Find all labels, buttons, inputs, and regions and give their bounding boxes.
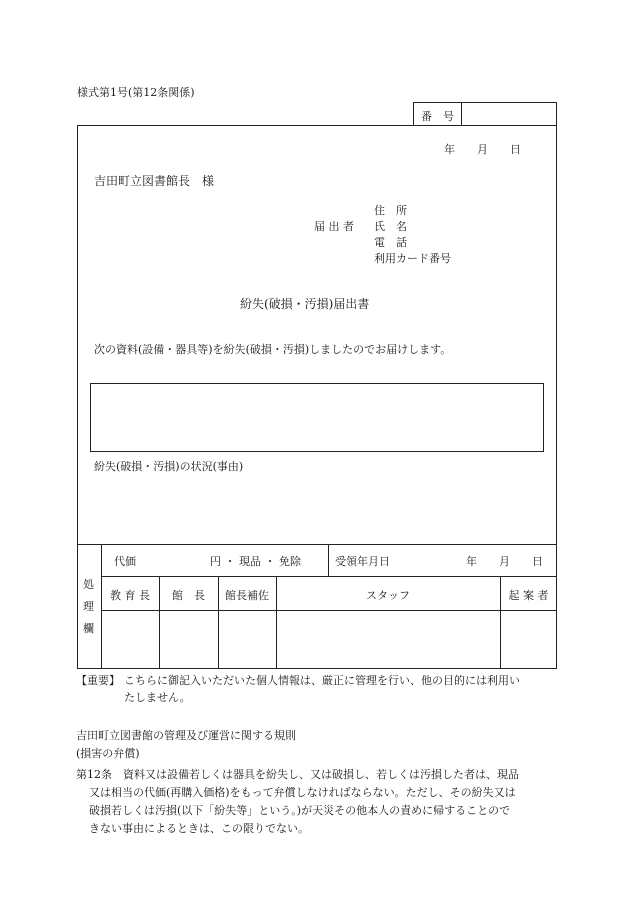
rule-line2: 又は相当の代価(再購入価格)をもって弁償しなければならない。ただし、その紛失又は <box>89 786 516 799</box>
rule-line1: 第12条 資料又は設備若しくは器具を紛失し、又は破損し、若しくは汚損した者は、現品 <box>76 768 519 781</box>
notice-tag: 【重要】 <box>76 674 120 687</box>
payment-options: 円 ・ 現品 ・ 免除 <box>210 555 301 568</box>
form-number: 様式第1号(第12条関係) <box>77 86 195 99</box>
field-phone: 電 話 <box>374 236 407 249</box>
field-address: 住 所 <box>374 204 407 217</box>
received-label: 受領年月日 <box>335 555 390 568</box>
field-name: 氏 名 <box>374 220 407 233</box>
processing-side-label: 処 理 欄 <box>83 578 94 635</box>
col-assistant-director: 館長補佐 <box>225 589 269 602</box>
situation-label: 紛失(破損・汚損)の状況(事由) <box>94 460 244 473</box>
col-staff: スタッフ <box>366 589 410 602</box>
date-line: 年 月 日 <box>444 143 521 156</box>
item-input-box[interactable] <box>90 383 544 452</box>
rule-line3: 破損若しくは汚損(以下「紛失等」という。)が天災その他本人の責めに帰することので <box>89 804 511 817</box>
payment-label: 代価 <box>114 555 136 568</box>
col-drafter: 起 案 者 <box>508 589 549 602</box>
submitter-label: 届 出 者 <box>314 220 354 233</box>
rule-title: 吉田町立図書館の管理及び運営に関する規則 <box>76 729 296 742</box>
notice-line2: たしません。 <box>124 691 191 704</box>
rule-line4: きない事由によるときは、この限りでない。 <box>89 822 309 835</box>
form-title: 紛失(破損・汚損)届出書 <box>240 297 370 311</box>
received-date: 年 月 日 <box>466 555 543 568</box>
rule-subtitle: (損害の弁償) <box>76 747 140 760</box>
col-superintendent: 教 育 長 <box>110 589 150 602</box>
col-director: 館 長 <box>172 589 205 602</box>
bango-label: 番 号 <box>421 110 454 123</box>
addressee: 吉田町立図書館長 様 <box>94 174 215 188</box>
statement: 次の資料(設備・器具等)を紛失(破損・汚損)しましたのでお届けします。 <box>94 343 452 356</box>
notice-line1: こちらに御記入いただいた個人情報は、厳正に管理を行い、他の目的には利用い <box>124 674 520 687</box>
field-card-number: 利用カード番号 <box>374 252 451 265</box>
